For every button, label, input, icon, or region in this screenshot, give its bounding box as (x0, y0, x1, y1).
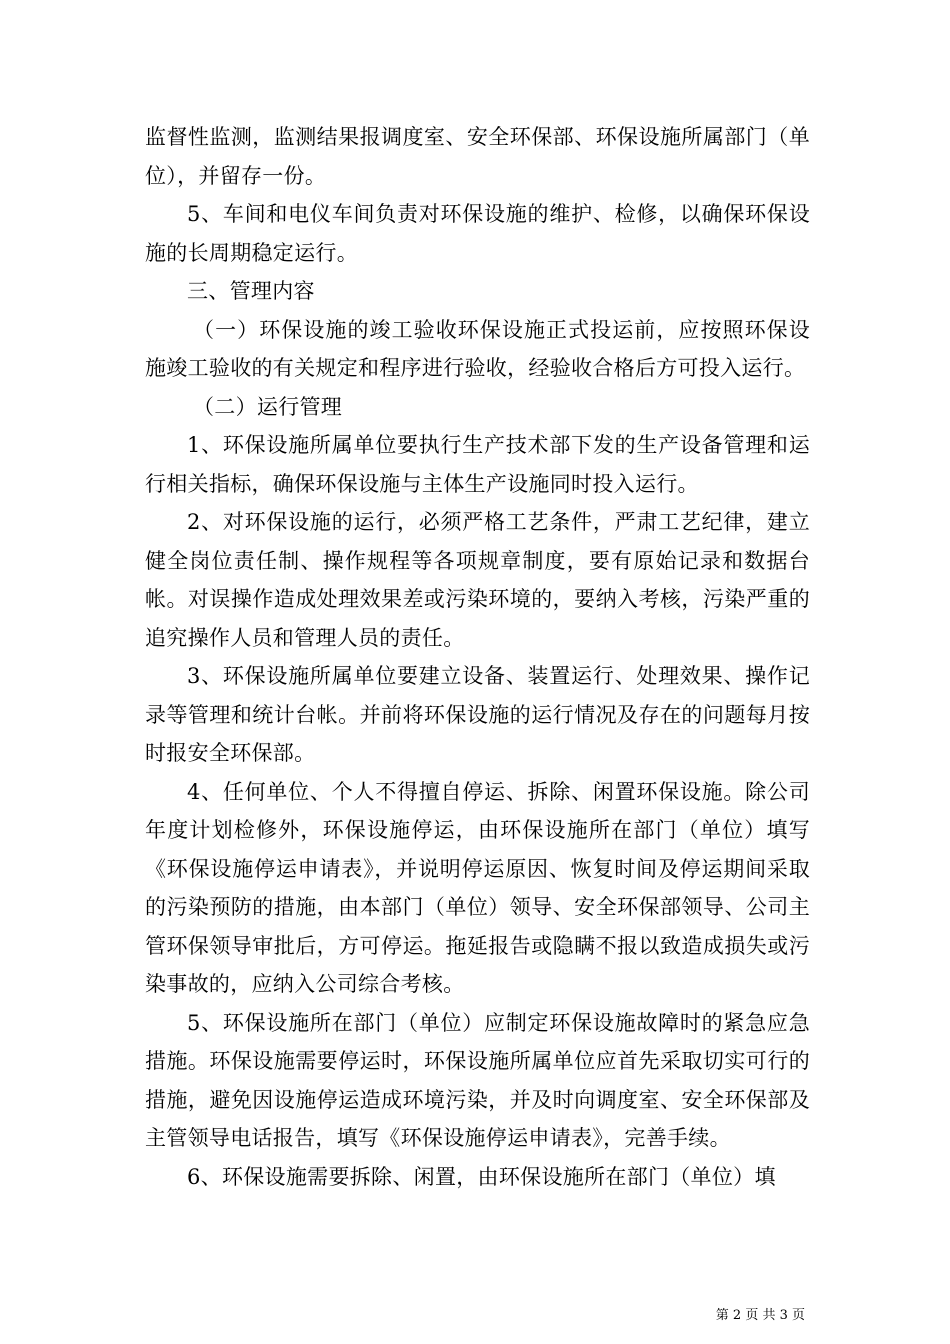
section-heading-management-content: 三、管理内容 (187, 279, 315, 303)
subsection-heading-operation-management: （二）运行管理 (193, 394, 343, 419)
paragraph-operation-item-1: 1、环保设施所属单位要执行生产技术部下发的生产设备管理和运行相关指标，确保环保设施与主体生产设施同时投入运行。 (145, 433, 810, 496)
document-body (145, 118, 810, 1196)
paragraph-operation-item-2: 2、对环保设施的运行，必须严格工艺条件，严肃工艺纪律，建立健全岗位责任制、操作规程等各项规章制度，要有原始记录和数据台帐。对误操作造成处理效果差或污染环境的，要纳入考核，污染严重的追究操作人员和管理人员的责任。 (145, 510, 810, 650)
paragraph-operation-item-3: 3、环保设施所属单位要建立设备、装置运行、处理效果、操作记录等管理和统计台帐。并前将环保设施的运行情况及存在的问题每月按时报安全环保部。 (145, 664, 810, 765)
page-number-footer: 第 2 页 共 3 页 (715, 1308, 805, 1323)
paragraph-item-5-maintenance: 5、车间和电仪车间负责对环保设施的维护、检修，以确保环保设施的长周期稳定运行。 (145, 202, 810, 265)
paragraph-completion-acceptance: （一）环保设施的竣工验收环保设施正式投运前，应按照环保设施竣工验收的有关规定和程序进行验收，经验收合格后方可投入运行。 (145, 317, 810, 380)
paragraph-operation-item-6: 6、环保设施需要拆除、闲置，由环保设施所在部门（单位）填 (187, 1164, 776, 1189)
paragraph-monitoring-continued: 监督性监测，监测结果报调度室、安全环保部、环保设施所属部门（单位），并留存一份。 (145, 125, 810, 188)
paragraph-operation-item-5: 5、环保设施所在部门（单位）应制定环保设施故障时的紧急应急措施。环保设施需要停运时，环保设施所属单位应首先采取切实可行的措施，避免因设施停运造成环境污染，并及时向调度室、安全环保部及主管领导电话报告，填写《环保设施停运申请表》，完善手续。 (145, 1010, 810, 1150)
paragraph-operation-item-4: 4、任何单位、个人不得擅自停运、拆除、闲置环保设施。除公司年度计划检修外，环保设施停运，由环保设施所在部门（单位）填写《环保设施停运申请表》，并说明停运原因、恢复时间及停运期间采取的污染预防的措施，由本部门（单位）领导、安全环保部领导、公司主管环保领导审批后，方可停运。拖延报告或隐瞒不报以致造成损失或污染事故的，应纳入公司综合考核。 (145, 779, 810, 996)
